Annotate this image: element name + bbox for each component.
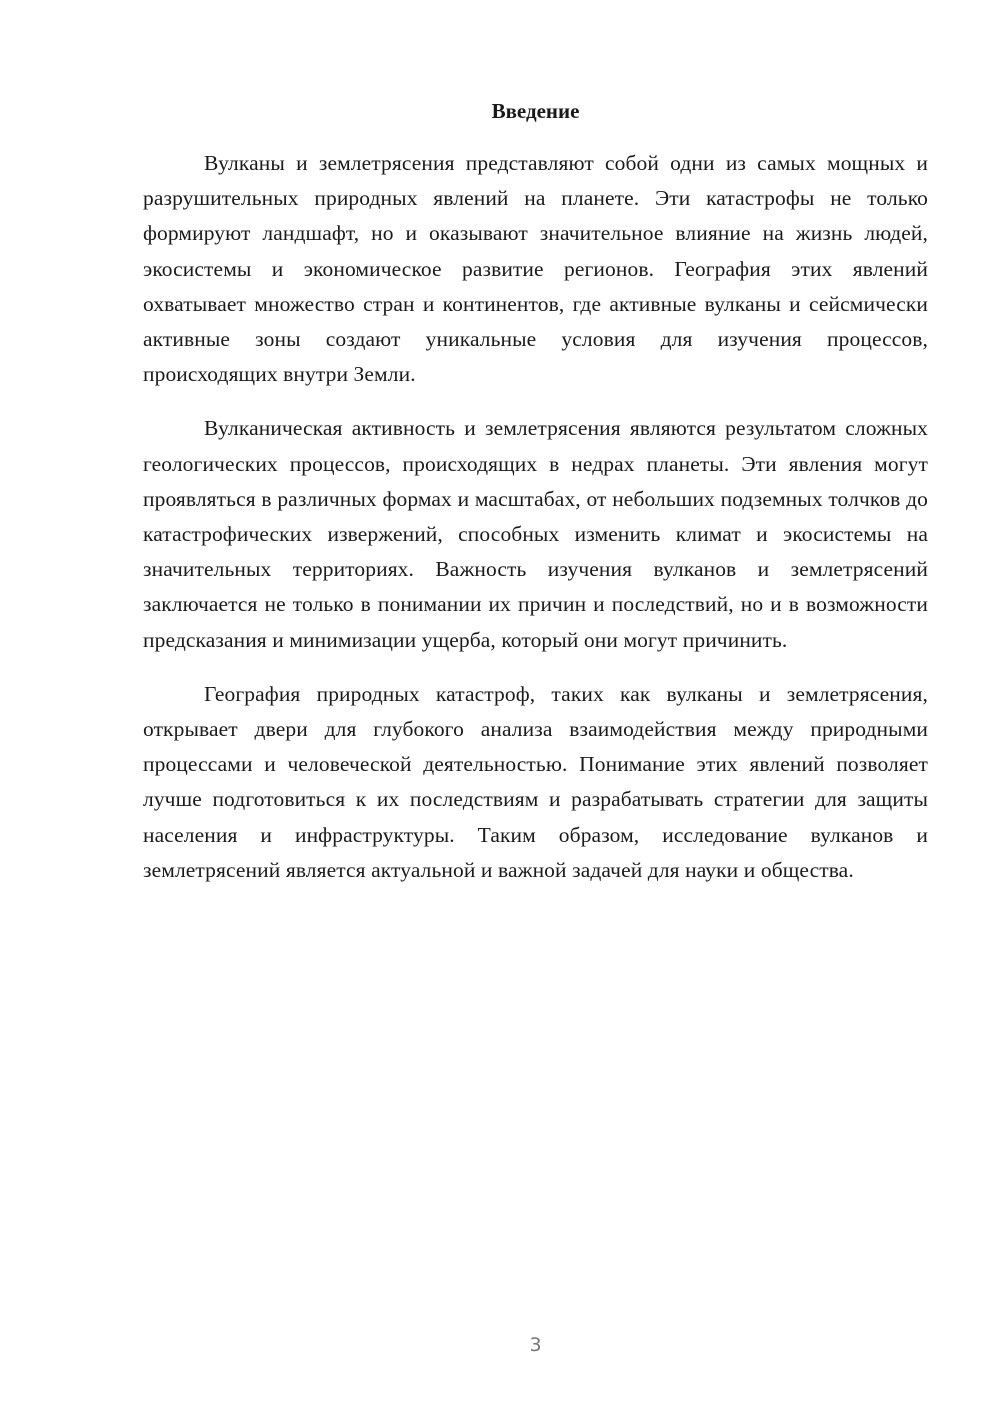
paragraph-volcanic-activity: Вулканическая активность и землетрясения являются результатом сложных геологических процессов, происходящих в недрах планеты. Эти явления могут проявляться в различных формах и масштабах, от небольших подземных толчков до катастрофических извержений, способных изменить климат и экосистемы на значительных территориях. Важность изучения вулканов и землетрясений заключается не только в понимании их причин и последствий, но и в возможности предсказания и минимизации ущерба, который они могут причинить. xyxy=(143,416,928,652)
section-title: Введение xyxy=(491,99,580,123)
page-content xyxy=(143,96,928,888)
paragraph-geography: География природных катастроф, таких как вулканы и землетрясения, открывает двери для глубокого анализа взаимодействия между природными процессами и человеческой деятельностью. Понимание этих явлений позволяет лучше подготовиться к их последствиям и разрабатывать стратегии для защиты населения и инфраструктуры. Таким образом, исследование вулканов и землетрясений является актуальной и важной задачей для науки и общества. xyxy=(143,681,928,882)
page-number: 3 xyxy=(529,1334,542,1356)
paragraph-intro: Вулканы и землетрясения представляют собой одни из самых мощных и разрушительных природных явлений на планете. Эти катастрофы не только формируют ландшафт, но и оказывают значительное влияние на жизнь людей, экосистемы и экономическое развитие регионов. География этих явлений охватывает множество стран и континентов, где активные вулканы и сейсмически активные зоны создают уникальные условия для изучения процессов, происходящих внутри Земли. xyxy=(143,151,928,387)
